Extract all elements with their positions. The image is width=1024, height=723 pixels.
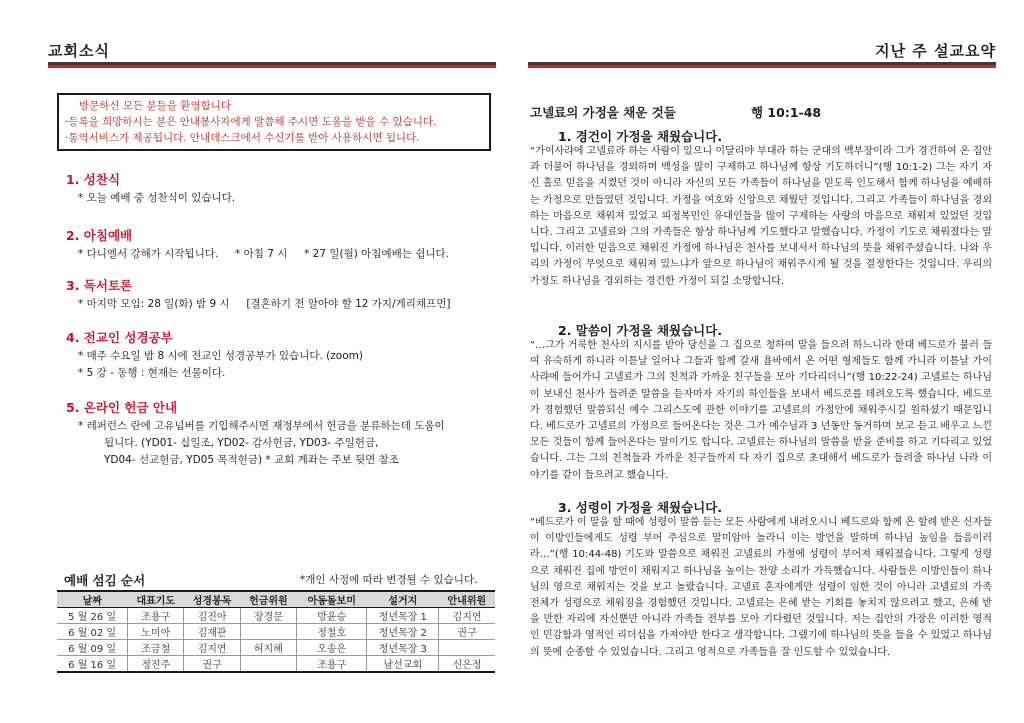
column-header: 안내위원 [439,591,495,608]
sermon-point-text: “베드로가 이 말을 할 때에 성령이 말씀 듣는 모든 사람에게 내려오시니 베드로와 함께 온 할례 받은 신자들이 이방인들에게도 성령 부어 주심으로 말미암아 놀라니 이는 방언을 말하며 하나님 높임을 들음이러라…”(행 10:44-48) 기도와 말씀으로 채워진 고넬료의 가정에 성령이 부어져 채워졌습니다. 그렇게 성령으로 채워진 집에 방언이 채워지고 하나님을 높이는 찬양 소리가 가득했습니다. 사람들은 이방인들이 하나님의 영으로 채워지는 것을 보고 놀랐습니다. 고넬료 혼자에게만 성령이 임한 것이 아니라 고넬료의 가족 전체가 성령으로 채워짐을 경험했던 것입니다. 고넬료는 은혜 받는 기회를 놓치지 않으려고 했고, 은혜 받을 만한 자리에 자신뿐만 아니라 가족들 전부를 모아 기다렸던 것입니다. 저는 집안의 가장은 이러한 영적인 민감함과 영적인 리더십을 가져야만 한다고 생각합니다. 그랬기에 하나님의 뜻을 들을 수 있었고 하나님의 뜻에 순종할 수 있었습니다. 그리고 영적으로 가족들을 잘 인도할 수 있었습니다. [530,517,992,658]
sermon-point-heading: 2. 말씀이 가정을 채웠습니다. [558,323,723,338]
notice-title: 4. 전교인 성경공부 [66,330,173,345]
column-header: 날짜 [57,591,128,608]
table-cell [439,640,495,656]
column-header: 대표기도 [128,591,184,608]
sermon-point-text: “가이사랴에 고넬료라 하는 사람이 있으니 이달리야 부대라 하는 군대의 백부장이라 그가 경건하여 온 집안과 더불어 하나님을 경외하며 백성을 많이 구제하고 하나님께 항상 기도하더니”(행 10:1-2) 그는 자기 자신 홀로 믿음을 지켰던 것이 아니라 자신의 모든 가족들이 하나님을 믿도록 인도해서 함께 하나님을 예배하는 가정으로 만들었던 것입니다. 가정을 여호와 신앙으로 채웠던 것입니다. 그리고 가족들이 하나님을 경외하는 마음으로 채워져 있었고 피정복민인 유대인들을 많이 구제하는 사랑의 마음으로 채워져 있었던 것입니다. 그리고 고넬료와 그의 가족들은 항상 하나님께 기도했다고 말했습니다. 가정이 기도로 채워졌다는 말입니다. 이러한 믿음으로 채워진 가정에 하나님은 천사를 보내셔서 하나님의 뜻을 채워주셨습니다. 나와 우리의 가정이 무엇으로 채워져 있느냐가 앞으로 하나님이 채워주시게 될 것을 결정한다는 것입니다. 우리의 가정도 하나님을 경외하는 경건한 가정이 되길 소망합니다. [530,146,992,287]
table-cell: 오송은 [297,640,367,656]
sermon-title: 고넬료의 가정을 채운 것들 [530,105,676,120]
table-cell [240,656,296,673]
table-cell: 노미아 [128,624,184,640]
table-cell: 방윤승 [297,608,367,624]
table-cell: 정진주 [128,656,184,673]
service-schedule-note: *개인 사정에 따라 변경될 수 있습니다. [300,574,478,586]
column-header: 헌금위원 [240,591,296,608]
notice-section [66,400,496,469]
page-title-church-news: 교회소식 [48,42,110,60]
sermon-scripture-ref: 행 10:1-48 [751,105,822,120]
notice-line: * 오늘 예배 중 성찬식이 있습니다. [78,192,236,204]
welcome-box [57,93,491,151]
notice-title: 2. 아침예배 [66,228,133,243]
table-cell: 권구 [184,656,240,673]
notice-line: * 5 강 - 동행 : 현재는 선물이다. [78,367,226,379]
column-header: 설거지 [367,591,439,608]
column-header: 아동돌보미 [297,591,367,608]
welcome-line: ·등록을 희망하시는 분은 안내봉사자에게 말씀해 주시면 도움을 받을 수 있습니다. [65,116,437,128]
sermon-point-heading: 1. 경건이 가정을 채웠습니다. [558,129,723,144]
table-cell: 6 월 02 일 [57,624,128,640]
notice-section [66,172,496,207]
welcome-title: 방문하신 모든 분들을 환영합니다 [79,100,232,112]
notice-line: * 매주 수요일 밤 8 시에 전교인 성경공부가 있습니다. (zoom) [78,350,363,362]
table-cell: 5 월 26 일 [57,608,128,624]
table-cell: 김진아 [184,608,240,624]
sermon-point-text: “…그가 거룩한 천사의 지시를 받아 당신을 그 집으로 청하여 말을 들으려 하느니라 한대 베드로가 불러 들여 유숙하게 하니라 이튿날 일어나 그들과 함께 갈새 욥바에서 온 어떤 형제들도 함께 가니라 이튿날 가이사랴에 들어가니 고넬료가 그의 친척과 가까운 친구들을 모아 기다리더니”(행 10:22-24) 고넬료는 하나님이 보내신 천사가 들려준 말씀을 듣자마자 자기의 하인들을 보내서 베드로를 데려오도록 했습니다. 베드로가 경험했던 말씀되신 예수 그리스도에 관한 이야기를 고넬료의 가정안에 채워주시길 원하셨기 때문입니다. 베드로가 고넬료의 가정으로 들어온다는 것은 그가 예수님과 3 년동안 동거하며 보고 듣고 배우고 느낀 모든 것들이 함께 들어온다는 말이기도 합니다. 고넬료는 하나님의 말씀을 받을 준비를 하고 기다리고 있었습니다. 그는 그의 친척들과 가까운 친구들까지 다 자기 집으로 초대해서 베드로가 들려줄 하나님 나라 이야기를 같이 들으려고 했습니다. [530,340,992,481]
table-cell: 조금철 [128,640,184,656]
notice-title: 3. 독서토론 [66,278,133,293]
notice-section [66,228,496,263]
notice-line: * 마지막 모임: 28 일(화) 밤 9 시 [결혼하기 전 알아야 할 12 가지/게리채프먼] [78,298,451,310]
table-cell: 6 월 09 일 [57,640,128,656]
table-cell: 정철호 [297,624,367,640]
table-cell: 6 월 16 일 [57,656,128,673]
table-cell: 김지연 [439,608,495,624]
table-cell: 신은정 [439,656,495,673]
table-row [57,608,495,624]
page-title-sermon-summary: 지난 주 설교요약 [875,42,996,60]
table-header-row [57,591,495,608]
header-rule-red [48,65,496,68]
notice-section [66,278,496,313]
table-cell: 청년목장 3 [367,640,439,656]
table-cell: 청년목장 1 [367,608,439,624]
sermon-point-heading: 3. 성령이 가정을 채웠습니다. [558,500,723,515]
table-row [57,656,495,673]
table-cell: 조용구 [297,656,367,673]
table-row [57,624,495,640]
notice-line: 됩니다. (YD01- 십일조, YD02- 감사헌금, YD03- 주일헌금, [104,437,379,449]
notice-title: 1. 성찬식 [66,172,121,187]
notice-title: 5. 온라인 헌금 안내 [66,400,178,415]
table-cell: 김재관 [184,624,240,640]
service-schedule-title: 예배 섬김 순서 [64,573,146,588]
table-cell [240,624,296,640]
notice-line: * 다니엘서 강해가 시작됩니다. * 아침 7 시 * 27 일(월) 아침예배는 쉽니다. [78,248,449,260]
notice-section [66,330,496,382]
welcome-line: ·통역서비스가 제공됩니다. 안내데스크에서 수신기를 받아 사용하시면 됩니다. [65,132,420,144]
table-cell: 김지연 [184,640,240,656]
notice-line: YD04- 선교헌금, YD05 목적헌금) * 교회 계좌는 주보 뒷면 참조 [104,454,399,466]
service-schedule-table [57,590,495,673]
table-cell: 허지혜 [240,640,296,656]
table-cell: 청년목장 2 [367,624,439,640]
table-cell: 남선교회 [367,656,439,673]
header-rule-red [528,65,996,68]
table-row [57,640,495,656]
notice-line: * 레퍼런스 란에 고유넘버를 기입해주시면 재정부에서 헌금을 분류하는데 도움이 [78,420,445,432]
table-cell: 장경문 [240,608,296,624]
column-header: 성경봉독 [184,591,240,608]
table-cell: 조용구 [128,608,184,624]
table-cell: 권구 [439,624,495,640]
